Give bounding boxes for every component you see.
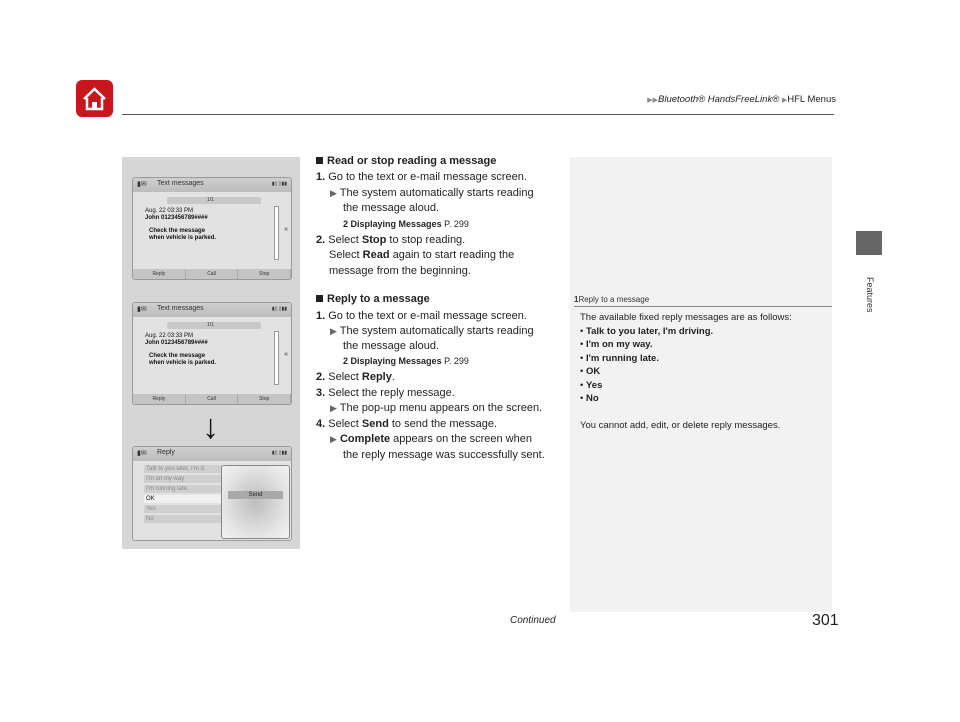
cross-reference-link[interactable]: 2 Displaying Messages P. 299 bbox=[343, 356, 469, 366]
triangle-icon: ▶ bbox=[330, 403, 337, 413]
step-text: Select Read again to start reading the bbox=[329, 249, 515, 261]
pager-bar bbox=[167, 322, 261, 329]
step-text: 2. Select Reply. bbox=[316, 371, 395, 383]
home-icon[interactable] bbox=[76, 80, 113, 117]
note-panel bbox=[570, 157, 832, 612]
note-item: • I'm on my way. bbox=[580, 339, 653, 350]
reply-option: I'm on my way bbox=[144, 475, 226, 483]
step-subtext: ▶ The system automatically starts reading bbox=[330, 325, 534, 337]
status-icon: ▮▯ ▯▮▮ bbox=[271, 450, 287, 456]
message-body: when vehicle is parked. bbox=[149, 360, 217, 366]
step-text: message from the beginning. bbox=[329, 265, 471, 277]
breadcrumb-item[interactable]: Bluetooth® HandsFreeLink® bbox=[658, 94, 780, 105]
step-subtext: the message aloud. bbox=[343, 340, 440, 352]
step-text: 1. Go to the text or e-mail message screen. bbox=[316, 310, 527, 322]
screen-title: Reply bbox=[157, 449, 175, 456]
send-button: Send bbox=[228, 491, 283, 499]
note-item: • Talk to you later, I'm driving. bbox=[580, 326, 714, 337]
triangle-icon: ▶ bbox=[330, 326, 337, 336]
step-subtext: the reply message was successfully sent. bbox=[343, 449, 545, 461]
reply-button: Reply bbox=[133, 269, 186, 279]
step-text: 3. Select the reply message. bbox=[316, 387, 455, 399]
step-text: 4. Select Send to send the message. bbox=[316, 418, 498, 430]
call-button: Call bbox=[186, 269, 239, 279]
phone-icon: ▮✉ bbox=[137, 450, 147, 457]
note-title: 1Reply to a message bbox=[574, 295, 650, 304]
note-item: • No bbox=[580, 393, 599, 404]
message-sender: John 0123456789#### bbox=[145, 340, 208, 346]
screen-buttons bbox=[133, 394, 291, 404]
status-icon: ▮▯ ▯▮▮ bbox=[271, 306, 287, 312]
page-indicator: 1/1 bbox=[207, 322, 214, 328]
send-popup bbox=[221, 465, 290, 539]
reply-option: No bbox=[144, 515, 226, 523]
triangle-icon: ▶ bbox=[330, 434, 337, 444]
section-heading: Reply to a message bbox=[316, 293, 430, 305]
pager-bar bbox=[167, 197, 261, 204]
message-date: Aug. 22 03:33 PM bbox=[145, 333, 194, 339]
reply-option: I'm running late. bbox=[144, 485, 226, 493]
message-body: Check the message bbox=[149, 353, 206, 359]
continued-label: Continued bbox=[510, 615, 556, 626]
breadcrumb-item[interactable]: HFL Menus bbox=[787, 94, 836, 105]
note-icon: 1 bbox=[574, 295, 579, 304]
reply-option-selected: OK bbox=[144, 495, 226, 503]
phone-icon: ▮✉ bbox=[137, 181, 147, 188]
note-item: • I'm running late. bbox=[580, 353, 659, 364]
down-arrow-icon: ↓ bbox=[202, 408, 219, 446]
reply-option: Yes bbox=[144, 505, 226, 513]
section-tab-label: Features bbox=[865, 277, 875, 313]
link-arrow-icon: 2 bbox=[343, 356, 349, 366]
message-sender: John 0123456789#### bbox=[145, 215, 208, 221]
page-indicator: 1/1 bbox=[207, 197, 214, 203]
step-text: 2. Select Stop to stop reading. bbox=[316, 234, 466, 246]
step-subtext: the message aloud. bbox=[343, 202, 440, 214]
text-messages-screen bbox=[132, 302, 292, 405]
step-subtext: ▶ Complete appears on the screen when bbox=[330, 433, 532, 445]
reply-option: Talk to you later, I'm d bbox=[144, 465, 226, 473]
cross-reference-link[interactable]: 2 Displaying Messages P. 299 bbox=[343, 219, 469, 229]
step-subtext: ▶ The system automatically starts reading bbox=[330, 187, 534, 199]
page-number: 301 bbox=[812, 612, 839, 629]
message-body: Check the message bbox=[149, 228, 206, 234]
text-messages-screen bbox=[132, 177, 292, 280]
scroll-arrows-icon: « bbox=[284, 351, 288, 358]
section-heading: Read or stop reading a message bbox=[316, 155, 496, 167]
section-tab[interactable] bbox=[856, 231, 882, 255]
note-item: • OK bbox=[580, 366, 601, 377]
message-date: Aug. 22 03:33 PM bbox=[145, 208, 194, 214]
scrollbar bbox=[274, 331, 279, 385]
link-arrow-icon: 2 bbox=[343, 219, 349, 229]
scrollbar bbox=[274, 206, 279, 260]
breadcrumb: ▶▶Bluetooth® HandsFreeLink® ▶HFL Menus bbox=[647, 94, 836, 105]
note-footer: You cannot add, edit, or delete reply messages. bbox=[580, 420, 781, 431]
header-divider bbox=[122, 114, 834, 115]
note-item: • Yes bbox=[580, 380, 603, 391]
triangle-icon: ▶ bbox=[330, 188, 337, 198]
screen-buttons bbox=[133, 269, 291, 279]
message-body: when vehicle is parked. bbox=[149, 235, 217, 241]
note-divider bbox=[574, 306, 832, 307]
note-intro: The available fixed reply messages are as follows: bbox=[580, 312, 792, 323]
reply-screen bbox=[132, 446, 292, 541]
step-subtext: ▶ The pop-up menu appears on the screen. bbox=[330, 402, 543, 414]
screen-title: Text messages bbox=[157, 180, 204, 187]
status-icon: ▮▯ ▯▮▮ bbox=[271, 181, 287, 187]
stop-button: Stop bbox=[238, 394, 291, 404]
call-button: Call bbox=[186, 394, 239, 404]
stop-button: Stop bbox=[238, 269, 291, 279]
step-text: 1. Go to the text or e-mail message screen. bbox=[316, 171, 527, 183]
screen-title: Text messages bbox=[157, 305, 204, 312]
reply-button: Reply bbox=[133, 394, 186, 404]
phone-icon: ▮✉ bbox=[137, 306, 147, 313]
scroll-arrows-icon: « bbox=[284, 226, 288, 233]
